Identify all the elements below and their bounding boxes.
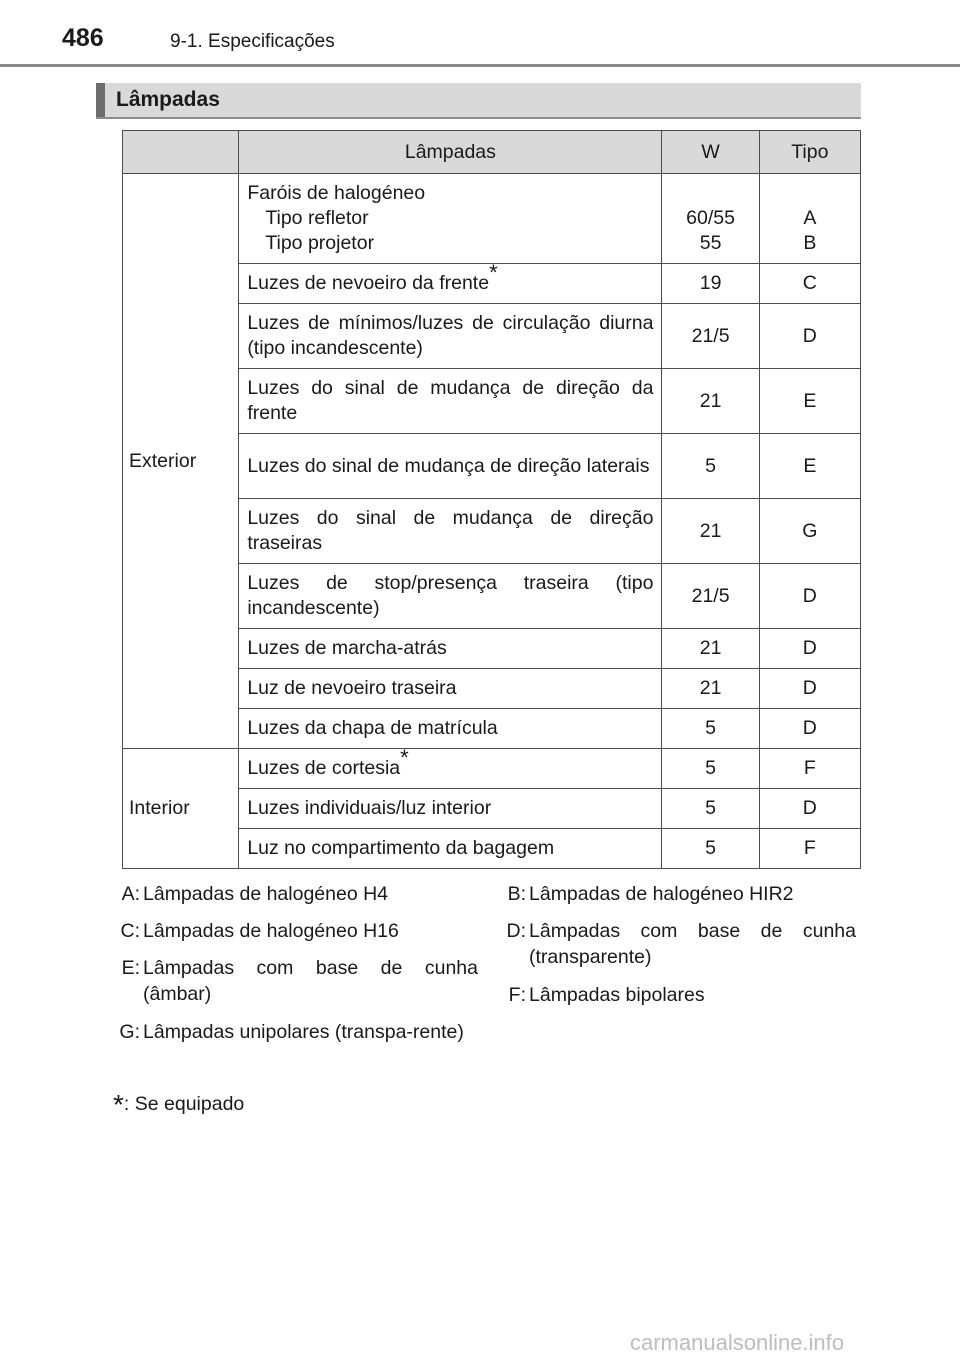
legend-key: D: (506, 920, 526, 942)
legend-item-b (498, 881, 856, 907)
legend-key: F: (508, 984, 526, 1006)
lamp-type: D (759, 564, 860, 629)
headlamps-projector: Tipo projetor (265, 232, 375, 254)
lamp-name: Luzes de cortesia* (239, 749, 662, 789)
lamp-name: Luz no compartimento da bagagem (239, 829, 662, 869)
watts-headlamps (662, 174, 759, 264)
watts-reflector: 60/55 (686, 207, 735, 229)
header-type: Tipo (759, 131, 860, 174)
lamp-name: Luzes individuais/luz interior (239, 789, 662, 829)
type-projector: B (803, 232, 817, 254)
header-category (123, 131, 239, 174)
legend-key: G: (119, 1021, 140, 1043)
lamp-watts: 21/5 (662, 304, 759, 369)
table-row (123, 749, 861, 789)
lamp-name: Luzes de stop/presença traseira (tipo incandescente) (239, 564, 662, 629)
legend-text: Lâmpadas bipolares (529, 984, 705, 1006)
footnote-star: * (489, 259, 498, 285)
headlamps-reflector: Tipo refletor (265, 207, 369, 229)
lamp-type: D (759, 709, 860, 749)
footnote-star: * (400, 744, 409, 770)
type-headlamps (759, 174, 860, 264)
lamp-type: G (759, 499, 860, 564)
legend-key: B: (507, 883, 526, 905)
section-title-bar (96, 83, 861, 119)
legend-text: Lâmpadas de halogéneo H4 (143, 883, 389, 905)
header-watts: W (662, 131, 759, 174)
lamp-watts: 21 (662, 369, 759, 434)
lamp-watts: 21/5 (662, 564, 759, 629)
lamp-name: Luzes da chapa de matrícula (239, 709, 662, 749)
type-reflector: A (803, 207, 817, 229)
legend-item-f (498, 982, 856, 1008)
lamp-name: Luzes do sinal de mudança de direção da frente (239, 369, 662, 434)
footnote-star-icon: * (113, 1089, 124, 1120)
legend-key: C: (120, 920, 140, 942)
footnote (113, 1085, 245, 1120)
section-title: Lâmpadas (116, 88, 220, 111)
lamp-watts: 5 (662, 749, 759, 789)
header-lamps: Lâmpadas (239, 131, 662, 174)
lamp-watts: 5 (662, 789, 759, 829)
legend-item-a (110, 881, 478, 907)
legend-text: Lâmpadas com base de cunha (transparente) (529, 920, 856, 968)
legend-text: Lâmpadas de halogéneo HIR2 (529, 883, 794, 905)
lamp-watts: 5 (662, 434, 759, 499)
lamp-name-headlamps (239, 174, 662, 264)
legend-text: Lâmpadas com base de cunha (âmbar) (143, 957, 478, 1005)
lamp-name: Luz de nevoeiro traseira (239, 669, 662, 709)
table-header-row (123, 131, 861, 174)
watermark: carmanualsonline.info (630, 1330, 845, 1355)
table-row (123, 174, 861, 264)
lamp-type: C (759, 264, 860, 304)
lamp-type: E (759, 369, 860, 434)
lamp-name: Luzes de marcha-atrás (239, 629, 662, 669)
lamp-type: E (759, 434, 860, 499)
section-marker (96, 83, 105, 117)
category-exterior: Exterior (123, 174, 239, 749)
legend-text: Lâmpadas unipolares (transpa-rente) (143, 1021, 464, 1043)
legend-key: A: (121, 883, 140, 905)
lamp-name: Luzes do sinal de mudança de direção traseiras (239, 499, 662, 564)
lamp-watts: 21 (662, 499, 759, 564)
footnote-text: : Se equipado (123, 1093, 245, 1115)
watts-projector: 55 (699, 232, 722, 254)
lamp-type: F (759, 749, 860, 789)
headlamps-label: Faróis de halogéneo (247, 182, 426, 204)
header-rule (0, 64, 960, 67)
bulbs-table (122, 130, 861, 869)
lamp-name: Luzes do sinal de mudança de direção laterais (239, 434, 662, 499)
legend-text: Lâmpadas de halogéneo H16 (143, 920, 399, 942)
lamp-watts: 5 (662, 829, 759, 869)
legend-item-g (110, 1019, 478, 1045)
lamp-type: D (759, 629, 860, 669)
legend-item-d (498, 918, 856, 970)
lamp-watts: 19 (662, 264, 759, 304)
legend-key: E: (121, 957, 140, 979)
category-interior: Interior (123, 749, 239, 869)
lamp-type: D (759, 304, 860, 369)
lamp-watts: 21 (662, 629, 759, 669)
lamp-name: Luzes de mínimos/luzes de circulação diurna (tipo incandescente) (239, 304, 662, 369)
lamp-type: F (759, 829, 860, 869)
legend-item-c (110, 918, 478, 944)
lamp-type: D (759, 669, 860, 709)
lamp-watts: 21 (662, 669, 759, 709)
lamp-name: Luzes de nevoeiro da frente* (239, 264, 662, 304)
lamp-watts: 5 (662, 709, 759, 749)
section-path: 9-1. Especificações (170, 31, 335, 52)
legend-item-e (110, 955, 478, 1007)
page-number: 486 (62, 24, 104, 52)
lamp-type: D (759, 789, 860, 829)
